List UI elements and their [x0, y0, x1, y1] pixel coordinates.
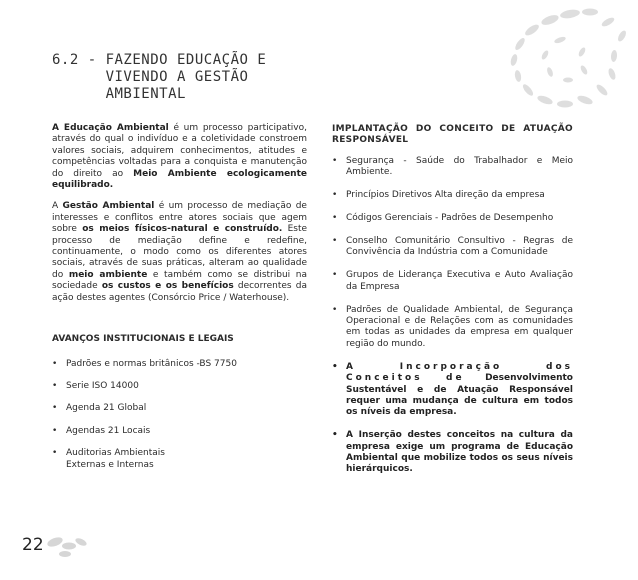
- list-item-text: Grupos de Liderança Executiva e Auto Avaliação da Empresa: [346, 270, 573, 292]
- list-item: [52, 381, 307, 392]
- paragraph-gestao-ambiental: [52, 201, 307, 304]
- left-column: [52, 123, 307, 482]
- list-item: [52, 403, 307, 414]
- heading-avancos-institucionais: AVANÇOS INSTITUCIONAIS E LEGAIS: [52, 334, 234, 345]
- bullet-icon: •: [332, 235, 338, 246]
- list-item: [332, 156, 573, 179]
- list-item-text: A Inserção destes conceitos na cultura da empresa exige um programa de Educação Ambiental que mobilize todos os seus níveis hierárquicos.: [346, 430, 573, 475]
- list-item: [52, 448, 176, 471]
- list-item: [52, 359, 307, 370]
- term-educacao-ambiental: A Educação Ambiental: [52, 123, 169, 133]
- bullet-icon: •: [332, 361, 338, 372]
- list-item: [332, 270, 573, 293]
- list-item-text: Auditorias Ambientais Externas e Internas: [66, 448, 165, 470]
- list-item-text-spread: A Incorporação dos Conceitos de: [346, 361, 573, 384]
- bullet-icon: •: [332, 190, 338, 201]
- list-item: [332, 213, 573, 224]
- paragraph-text: é um processo participativo, através do qual o indivíduo e a coletividade constroem valores sociais, adquirem conhecimentos, atitudes e competências voltadas para a conquista e manutenção do direito ao: [52, 123, 307, 179]
- list-item-text: Códigos Gerenciais - Padrões de Desempenho: [346, 213, 554, 224]
- term-meios-fisicos: os meios físicos-natural e construído.: [82, 224, 283, 235]
- list-item-text: Princípios Diretivos Alta direção da empresa: [346, 190, 545, 201]
- page-number: 22: [22, 535, 44, 555]
- list-item-text: Agenda 21 Global: [66, 403, 147, 414]
- list-item: [52, 426, 307, 437]
- list-item: [332, 305, 573, 351]
- bullet-icon: •: [332, 155, 338, 166]
- paragraph-text: A: [52, 201, 63, 212]
- heading-atuacao-responsavel: IMPLANTAÇÃO DO CONCEITO DE ATUAÇÃO RESPONSÁVEL: [332, 124, 573, 146]
- paragraph-text: e também como se distribui na sociedade: [52, 269, 307, 292]
- list-item-text: Conselho Comunitário Consultivo - Regras de Convivência da Indústria com a Comunidade: [346, 235, 573, 258]
- list-item: [332, 236, 573, 259]
- list-item-strong: [332, 362, 573, 419]
- list-item: [332, 190, 573, 201]
- list-item-text: Agendas 21 Locais: [66, 425, 151, 436]
- term-meio-ambiente: Meio Ambiente ecologicamente equilibrado.: [52, 168, 307, 191]
- bullet-icon: •: [52, 380, 58, 391]
- right-column: [332, 124, 573, 487]
- list-item-text: Padrões de Qualidade Ambiental, de Segurança Operacional e de Relações com as comunidades em todas as unidades da empresa em qualquer região do mundo.: [346, 304, 573, 349]
- list-item-text: Padrões e normas britânicos -BS 7750: [66, 358, 237, 369]
- bullet-icon: •: [332, 304, 338, 315]
- paragraph-text: é um processo de mediação de interesses e conflitos entre atores sociais que agem sobre: [52, 201, 307, 235]
- list-item-text: Serie ISO 14000: [66, 380, 139, 391]
- list-item-strong: [332, 430, 573, 476]
- section-title-line-3: AMBIENTAL: [52, 86, 186, 102]
- list-item-text: Desenvolvimento Sustentável e de Atuação Responsável requer uma mudança de cultura em todos os níveis da empresa.: [346, 373, 573, 418]
- avancos-list: [52, 359, 307, 471]
- atuacao-list: [332, 156, 573, 476]
- paragraph-educacao-ambiental: [52, 123, 307, 191]
- bullet-icon: •: [52, 448, 58, 459]
- bullet-icon: •: [332, 270, 338, 281]
- list-item-text: Segurança - Saúde do Trabalhador e Meio Ambiente.: [346, 155, 573, 178]
- decorative-swirl-graphic: [400, 0, 638, 130]
- term-custos-beneficios: os custos e os benefícios: [101, 281, 234, 292]
- bullet-icon: •: [52, 425, 58, 436]
- paragraph-text: Este processo de mediação define e redefine, continuamente, o modo como os diferentes atores sociais, através de suas práticas, alteram ao qualidade do: [52, 224, 308, 280]
- term-meio-ambiente-2: meio ambiente: [68, 269, 148, 280]
- section-title-line-2: VIVENDO A GESTÃO: [52, 69, 249, 85]
- section-title-line-1: 6.2 - FAZENDO EDUCAÇÃO E: [52, 52, 267, 68]
- bullet-icon: •: [52, 358, 58, 369]
- paragraph-text: decorrentes da ação destes agentes (Consórcio Price / Waterhouse).: [52, 281, 307, 303]
- page-number-ornament: [35, 530, 95, 560]
- section-title: [52, 52, 266, 103]
- bullet-icon: •: [332, 213, 338, 224]
- bullet-icon: •: [332, 430, 338, 441]
- bullet-icon: •: [52, 403, 58, 414]
- term-gestao-ambiental: Gestão Ambiental: [62, 201, 155, 212]
